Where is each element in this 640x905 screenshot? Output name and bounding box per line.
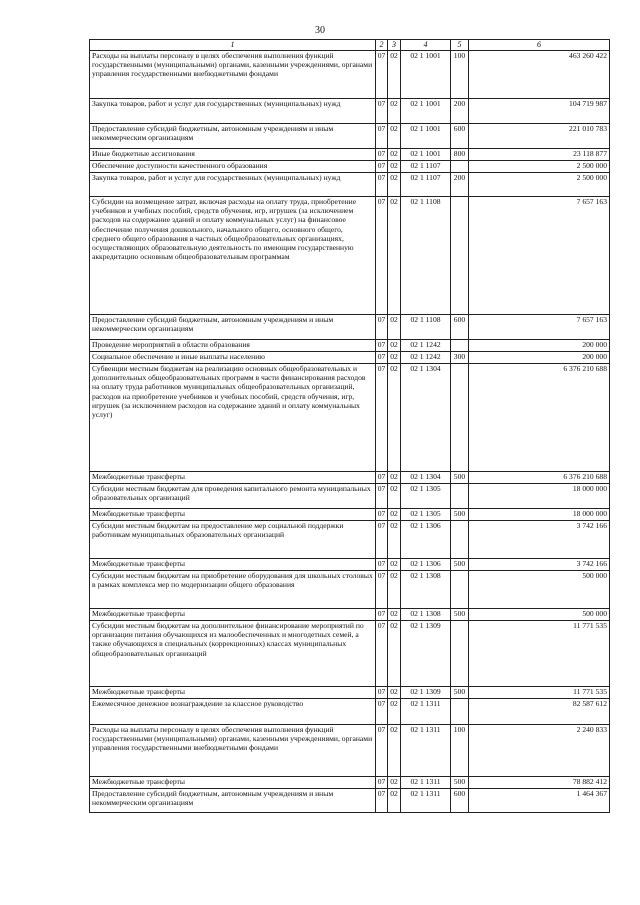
header-row xyxy=(90,40,610,51)
header-cell: 3 xyxy=(388,40,401,51)
row-target-code-cell: 02 1 1306 xyxy=(401,558,451,570)
row-subsection-cell: 02 xyxy=(388,351,401,363)
row-target-code-cell: 02 1 1311 xyxy=(401,788,451,812)
header-cell: 6 xyxy=(469,40,610,51)
row-target-code-cell: 02 1 1306 xyxy=(401,520,451,558)
row-subsection-cell: 02 xyxy=(388,160,401,172)
row-name-cell: Обеспечение доступности качественного образования xyxy=(90,160,376,172)
row-section-cell: 07 xyxy=(376,351,388,363)
table-row xyxy=(90,686,610,698)
table-row xyxy=(90,776,610,788)
row-section-cell: 07 xyxy=(376,123,388,148)
row-amount-cell: 2 500 000 xyxy=(469,172,610,196)
row-section-cell: 07 xyxy=(376,172,388,196)
table-row xyxy=(90,314,610,339)
row-name-cell: Расходы на выплаты персоналу в целях обеспечения выполнения функций государственными (муниципальными) органами, казенными учреждениями, органами управления государственными внебюджетными фондами xyxy=(90,50,376,98)
table-row xyxy=(90,508,610,520)
row-target-code-cell: 02 1 1308 xyxy=(401,608,451,620)
row-name-cell: Межбюджетные трансферты xyxy=(90,508,376,520)
row-subsection-cell: 02 xyxy=(388,776,401,788)
row-amount-cell: 6 376 210 688 xyxy=(469,471,610,483)
row-amount-cell: 11 771 535 xyxy=(469,620,610,686)
row-subsection-cell: 02 xyxy=(388,570,401,608)
row-expense-type-cell xyxy=(451,196,469,314)
table-row xyxy=(90,123,610,148)
row-expense-type-cell xyxy=(451,483,469,508)
table-row xyxy=(90,196,610,314)
row-section-cell: 07 xyxy=(376,314,388,339)
row-expense-type-cell xyxy=(451,160,469,172)
row-subsection-cell: 02 xyxy=(388,788,401,812)
row-expense-type-cell: 500 xyxy=(451,776,469,788)
table-row xyxy=(90,483,610,508)
table-row xyxy=(90,351,610,363)
row-expense-type-cell xyxy=(451,520,469,558)
row-subsection-cell: 02 xyxy=(388,608,401,620)
row-target-code-cell: 02 1 1001 xyxy=(401,98,451,123)
row-target-code-cell: 02 1 1304 xyxy=(401,471,451,483)
table-row xyxy=(90,148,610,160)
row-section-cell: 07 xyxy=(376,608,388,620)
row-expense-type-cell xyxy=(451,620,469,686)
row-amount-cell: 18 000 000 xyxy=(469,508,610,520)
row-name-cell: Межбюджетные трансферты xyxy=(90,608,376,620)
row-target-code-cell: 02 1 1107 xyxy=(401,160,451,172)
row-amount-cell: 463 260 422 xyxy=(469,50,610,98)
row-name-cell: Субсидии на возмещение затрат, включая расходы на оплату труда, приобретение учебников и учебных пособий, средств обучения, игр, игрушек (за исключением расходов на содержание зданий и оплату коммунальных услуг) на финансовое обеспечение получения дошкольного, начального общего, основного общего, среднего общего образования в частных общеобразовательных организациях, осуществляющих образовательную деятельность по имеющим государственную аккредитацию основным общеобразовательным программам xyxy=(90,196,376,314)
row-target-code-cell: 02 1 1311 xyxy=(401,776,451,788)
row-amount-cell: 78 882 412 xyxy=(469,776,610,788)
row-expense-type-cell: 500 xyxy=(451,558,469,570)
row-section-cell: 07 xyxy=(376,620,388,686)
row-subsection-cell: 02 xyxy=(388,558,401,570)
row-expense-type-cell xyxy=(451,363,469,471)
row-target-code-cell: 02 1 1311 xyxy=(401,698,451,724)
row-subsection-cell: 02 xyxy=(388,620,401,686)
row-name-cell: Межбюджетные трансферты xyxy=(90,558,376,570)
table-row xyxy=(90,172,610,196)
row-amount-cell: 1 464 367 xyxy=(469,788,610,812)
row-subsection-cell: 02 xyxy=(388,339,401,351)
row-name-cell: Закупка товаров, работ и услуг для государственных (муниципальных) нужд xyxy=(90,172,376,196)
row-target-code-cell: 02 1 1308 xyxy=(401,570,451,608)
row-name-cell: Субсидии местным бюджетам для проведения капитального ремонта муниципальных образовательных организаций xyxy=(90,483,376,508)
row-name-cell: Ежемесячное денежное вознаграждение за классное руководство xyxy=(90,698,376,724)
table-row xyxy=(90,608,610,620)
row-amount-cell: 200 000 xyxy=(469,339,610,351)
row-expense-type-cell: 100 xyxy=(451,724,469,776)
row-name-cell: Предоставление субсидий бюджетным, автономным учреждениям и иным некоммерческим организациям xyxy=(90,314,376,339)
row-subsection-cell: 02 xyxy=(388,520,401,558)
row-target-code-cell: 02 1 1001 xyxy=(401,123,451,148)
row-section-cell: 07 xyxy=(376,363,388,471)
row-amount-cell: 23 118 877 xyxy=(469,148,610,160)
row-subsection-cell: 02 xyxy=(388,483,401,508)
table-row xyxy=(90,98,610,123)
row-amount-cell: 3 742 166 xyxy=(469,558,610,570)
row-name-cell: Субвенции местным бюджетам на реализацию основных общеобразовательных и дополнительных общеобразовательных программ в части финансирования расходов на оплату труда работников муниципальных общеобразовательных организаций, расходов на приобретение учебников и учебных пособий, средств обучения, игр, игрушек (за исключением расходов на содержание зданий и оплату коммунальных услуг) xyxy=(90,363,376,471)
row-amount-cell: 2 240 833 xyxy=(469,724,610,776)
row-name-cell: Проведение мероприятий в области образования xyxy=(90,339,376,351)
header-cell: 5 xyxy=(451,40,469,51)
table-row xyxy=(90,339,610,351)
row-target-code-cell: 02 1 1309 xyxy=(401,620,451,686)
row-amount-cell: 200 000 xyxy=(469,351,610,363)
row-expense-type-cell: 600 xyxy=(451,123,469,148)
row-expense-type-cell xyxy=(451,570,469,608)
table-row xyxy=(90,620,610,686)
row-expense-type-cell xyxy=(451,339,469,351)
row-target-code-cell: 02 1 1108 xyxy=(401,196,451,314)
row-target-code-cell: 02 1 1001 xyxy=(401,50,451,98)
row-section-cell: 07 xyxy=(376,788,388,812)
row-amount-cell: 500 000 xyxy=(469,570,610,608)
row-target-code-cell: 02 1 1108 xyxy=(401,314,451,339)
row-subsection-cell: 02 xyxy=(388,98,401,123)
row-target-code-cell: 02 1 1305 xyxy=(401,508,451,520)
row-subsection-cell: 02 xyxy=(388,508,401,520)
table-row xyxy=(90,558,610,570)
row-name-cell: Расходы на выплаты персоналу в целях обеспечения выполнения функций государственными (муниципальными) органами, казенными учреждениями, органами управления государственными внебюджетными фондами xyxy=(90,724,376,776)
row-subsection-cell: 02 xyxy=(388,50,401,98)
row-section-cell: 07 xyxy=(376,570,388,608)
row-amount-cell: 18 000 000 xyxy=(469,483,610,508)
row-expense-type-cell: 800 xyxy=(451,148,469,160)
row-target-code-cell: 02 1 1242 xyxy=(401,351,451,363)
row-target-code-cell: 02 1 1001 xyxy=(401,148,451,160)
header-cell: 1 xyxy=(90,40,376,51)
row-expense-type-cell: 500 xyxy=(451,471,469,483)
row-section-cell: 07 xyxy=(376,339,388,351)
row-amount-cell: 2 500 000 xyxy=(469,160,610,172)
row-amount-cell: 7 657 163 xyxy=(469,314,610,339)
row-expense-type-cell: 200 xyxy=(451,98,469,123)
row-section-cell: 07 xyxy=(376,520,388,558)
row-target-code-cell: 02 1 1242 xyxy=(401,339,451,351)
row-name-cell: Межбюджетные трансферты xyxy=(90,776,376,788)
budget-table xyxy=(89,39,610,813)
row-expense-type-cell: 500 xyxy=(451,686,469,698)
row-section-cell: 07 xyxy=(376,196,388,314)
table-row xyxy=(90,363,610,471)
row-section-cell: 07 xyxy=(376,50,388,98)
row-target-code-cell: 02 1 1305 xyxy=(401,483,451,508)
row-subsection-cell: 02 xyxy=(388,471,401,483)
row-amount-cell: 500 000 xyxy=(469,608,610,620)
row-expense-type-cell: 300 xyxy=(451,351,469,363)
row-expense-type-cell: 600 xyxy=(451,314,469,339)
row-target-code-cell: 02 1 1311 xyxy=(401,724,451,776)
row-target-code-cell: 02 1 1304 xyxy=(401,363,451,471)
row-name-cell: Иные бюджетные ассигнования xyxy=(90,148,376,160)
row-target-code-cell: 02 1 1309 xyxy=(401,686,451,698)
row-expense-type-cell: 600 xyxy=(451,788,469,812)
row-subsection-cell: 02 xyxy=(388,686,401,698)
row-subsection-cell: 02 xyxy=(388,363,401,471)
row-section-cell: 07 xyxy=(376,98,388,123)
row-section-cell: 07 xyxy=(376,776,388,788)
row-name-cell: Предоставление субсидий бюджетным, автономным учреждениям и иным некоммерческим организациям xyxy=(90,788,376,812)
header-cell: 2 xyxy=(376,40,388,51)
row-amount-cell: 104 719 987 xyxy=(469,98,610,123)
row-amount-cell: 82 587 612 xyxy=(469,698,610,724)
row-name-cell: Межбюджетные трансферты xyxy=(90,471,376,483)
table-row xyxy=(90,160,610,172)
row-section-cell: 07 xyxy=(376,686,388,698)
row-amount-cell: 7 657 163 xyxy=(469,196,610,314)
row-section-cell: 07 xyxy=(376,483,388,508)
row-subsection-cell: 02 xyxy=(388,698,401,724)
row-name-cell: Субсидии местным бюджетам на приобретение оборудования для школьных столовых в рамках комплекса мер по модернизации общего образования xyxy=(90,570,376,608)
row-section-cell: 07 xyxy=(376,508,388,520)
row-expense-type-cell: 500 xyxy=(451,608,469,620)
row-name-cell: Предоставление субсидий бюджетным, автономным учреждениям и иным некоммерческим организациям xyxy=(90,123,376,148)
row-section-cell: 07 xyxy=(376,148,388,160)
row-subsection-cell: 02 xyxy=(388,172,401,196)
row-expense-type-cell: 100 xyxy=(451,50,469,98)
table-row xyxy=(90,520,610,558)
row-expense-type-cell xyxy=(451,698,469,724)
table-row xyxy=(90,471,610,483)
row-name-cell: Социальное обеспечение и иные выплаты населению xyxy=(90,351,376,363)
row-name-cell: Субсидии местным бюджетам на предоставление мер социальной поддержки работникам муниципальных образовательных организаций xyxy=(90,520,376,558)
page-number: 30 xyxy=(315,25,325,36)
row-section-cell: 07 xyxy=(376,698,388,724)
row-target-code-cell: 02 1 1107 xyxy=(401,172,451,196)
row-amount-cell: 3 742 166 xyxy=(469,520,610,558)
row-subsection-cell: 02 xyxy=(388,314,401,339)
table-row xyxy=(90,788,610,812)
row-expense-type-cell: 200 xyxy=(451,172,469,196)
row-name-cell: Субсидии местным бюджетам на дополнительное финансирование мероприятий по организации питания обучающихся из малообеспеченных и многодетных семей, а также обучающихся в специальных (коррекционных) классах муниципальных общеобразовательных организаций xyxy=(90,620,376,686)
row-expense-type-cell: 500 xyxy=(451,508,469,520)
row-section-cell: 07 xyxy=(376,558,388,570)
row-section-cell: 07 xyxy=(376,471,388,483)
row-section-cell: 07 xyxy=(376,724,388,776)
row-subsection-cell: 02 xyxy=(388,196,401,314)
row-name-cell: Закупка товаров, работ и услуг для государственных (муниципальных) нужд xyxy=(90,98,376,123)
row-subsection-cell: 02 xyxy=(388,724,401,776)
row-subsection-cell: 02 xyxy=(388,123,401,148)
table-row xyxy=(90,50,610,98)
table-row xyxy=(90,698,610,724)
row-name-cell: Межбюджетные трансферты xyxy=(90,686,376,698)
row-section-cell: 07 xyxy=(376,160,388,172)
header-cell: 4 xyxy=(401,40,451,51)
row-subsection-cell: 02 xyxy=(388,148,401,160)
row-amount-cell: 11 771 535 xyxy=(469,686,610,698)
row-amount-cell: 221 010 783 xyxy=(469,123,610,148)
table-row xyxy=(90,570,610,608)
table-row xyxy=(90,724,610,776)
row-amount-cell: 6 376 210 688 xyxy=(469,363,610,471)
